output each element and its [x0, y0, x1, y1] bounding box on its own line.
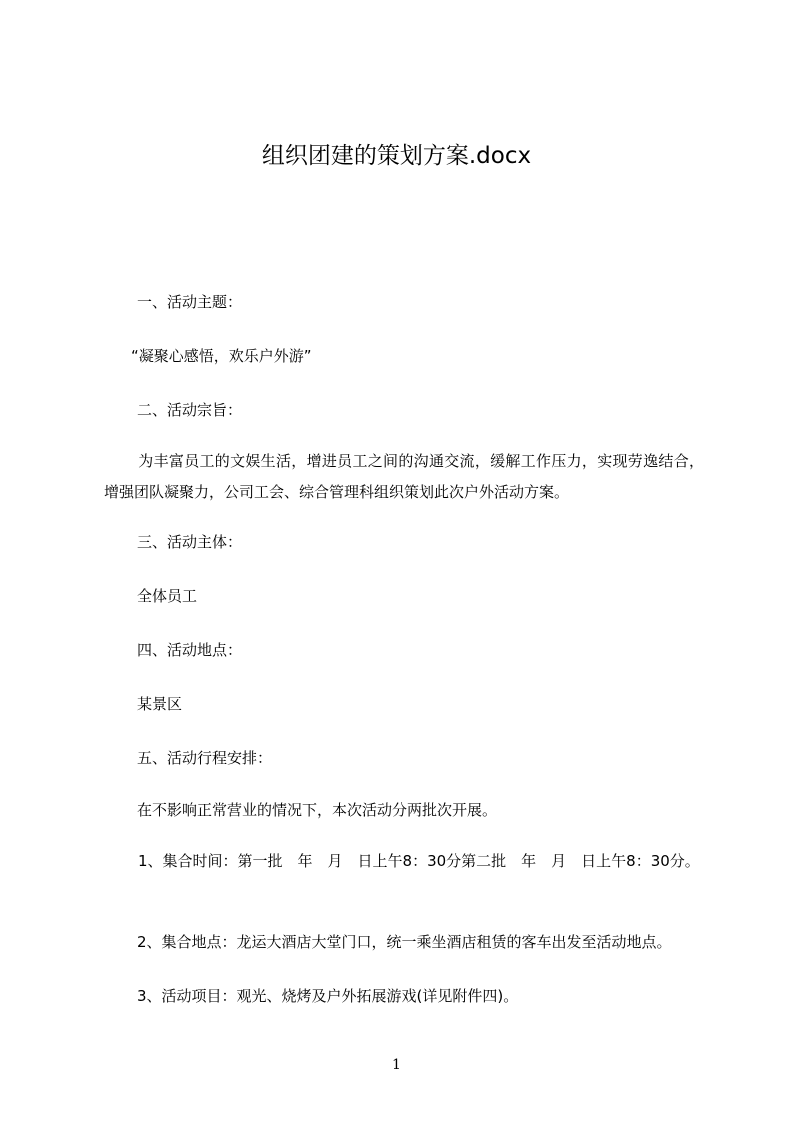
- section-1-content: “凝聚心感悟，欢乐户外游”: [131, 347, 312, 365]
- section-5-heading: 五、活动行程安排：: [137, 749, 273, 767]
- page-number: 1: [392, 1057, 401, 1073]
- section-2-content: [104, 446, 704, 508]
- section-4-content: 某景区: [137, 695, 183, 713]
- section-1-heading: 一、活动主题：: [137, 293, 243, 311]
- section-2-text: 为丰富员工的文娱生活，增进员工之间的沟通交流，缓解工作压力，实现劳逸结合，增强团队凝聚力，公司工会、综合管理科组织策划此次户外活动方案。: [104, 452, 704, 501]
- section-2-heading: 二、活动宗旨：: [137, 401, 243, 419]
- section-4-heading: 四、活动地点：: [137, 641, 243, 659]
- section-5-item-3: 3、活动项目：观光、烧烤及户外拓展游戏(详见附件四)。: [137, 987, 519, 1005]
- document-title: 组织团建的策划方案.docx: [261, 143, 532, 169]
- section-5-item-2: 2、集合地点：龙运大酒店大堂门口，统一乘坐酒店租赁的客车出发至活动地点。: [137, 933, 672, 951]
- section-3-heading: 三、活动主体：: [137, 533, 243, 551]
- section-5-item-1-text: 1、集合时间：第一批 年 月 日上午8：30分第二批 年 月 日上午8：30分。: [138, 852, 700, 870]
- section-3-content: 全体员工: [137, 587, 198, 605]
- section-5-item-1: [104, 846, 704, 877]
- section-5-intro: 在不影响正常营业的情况下，本次活动分两批次开展。: [137, 801, 498, 819]
